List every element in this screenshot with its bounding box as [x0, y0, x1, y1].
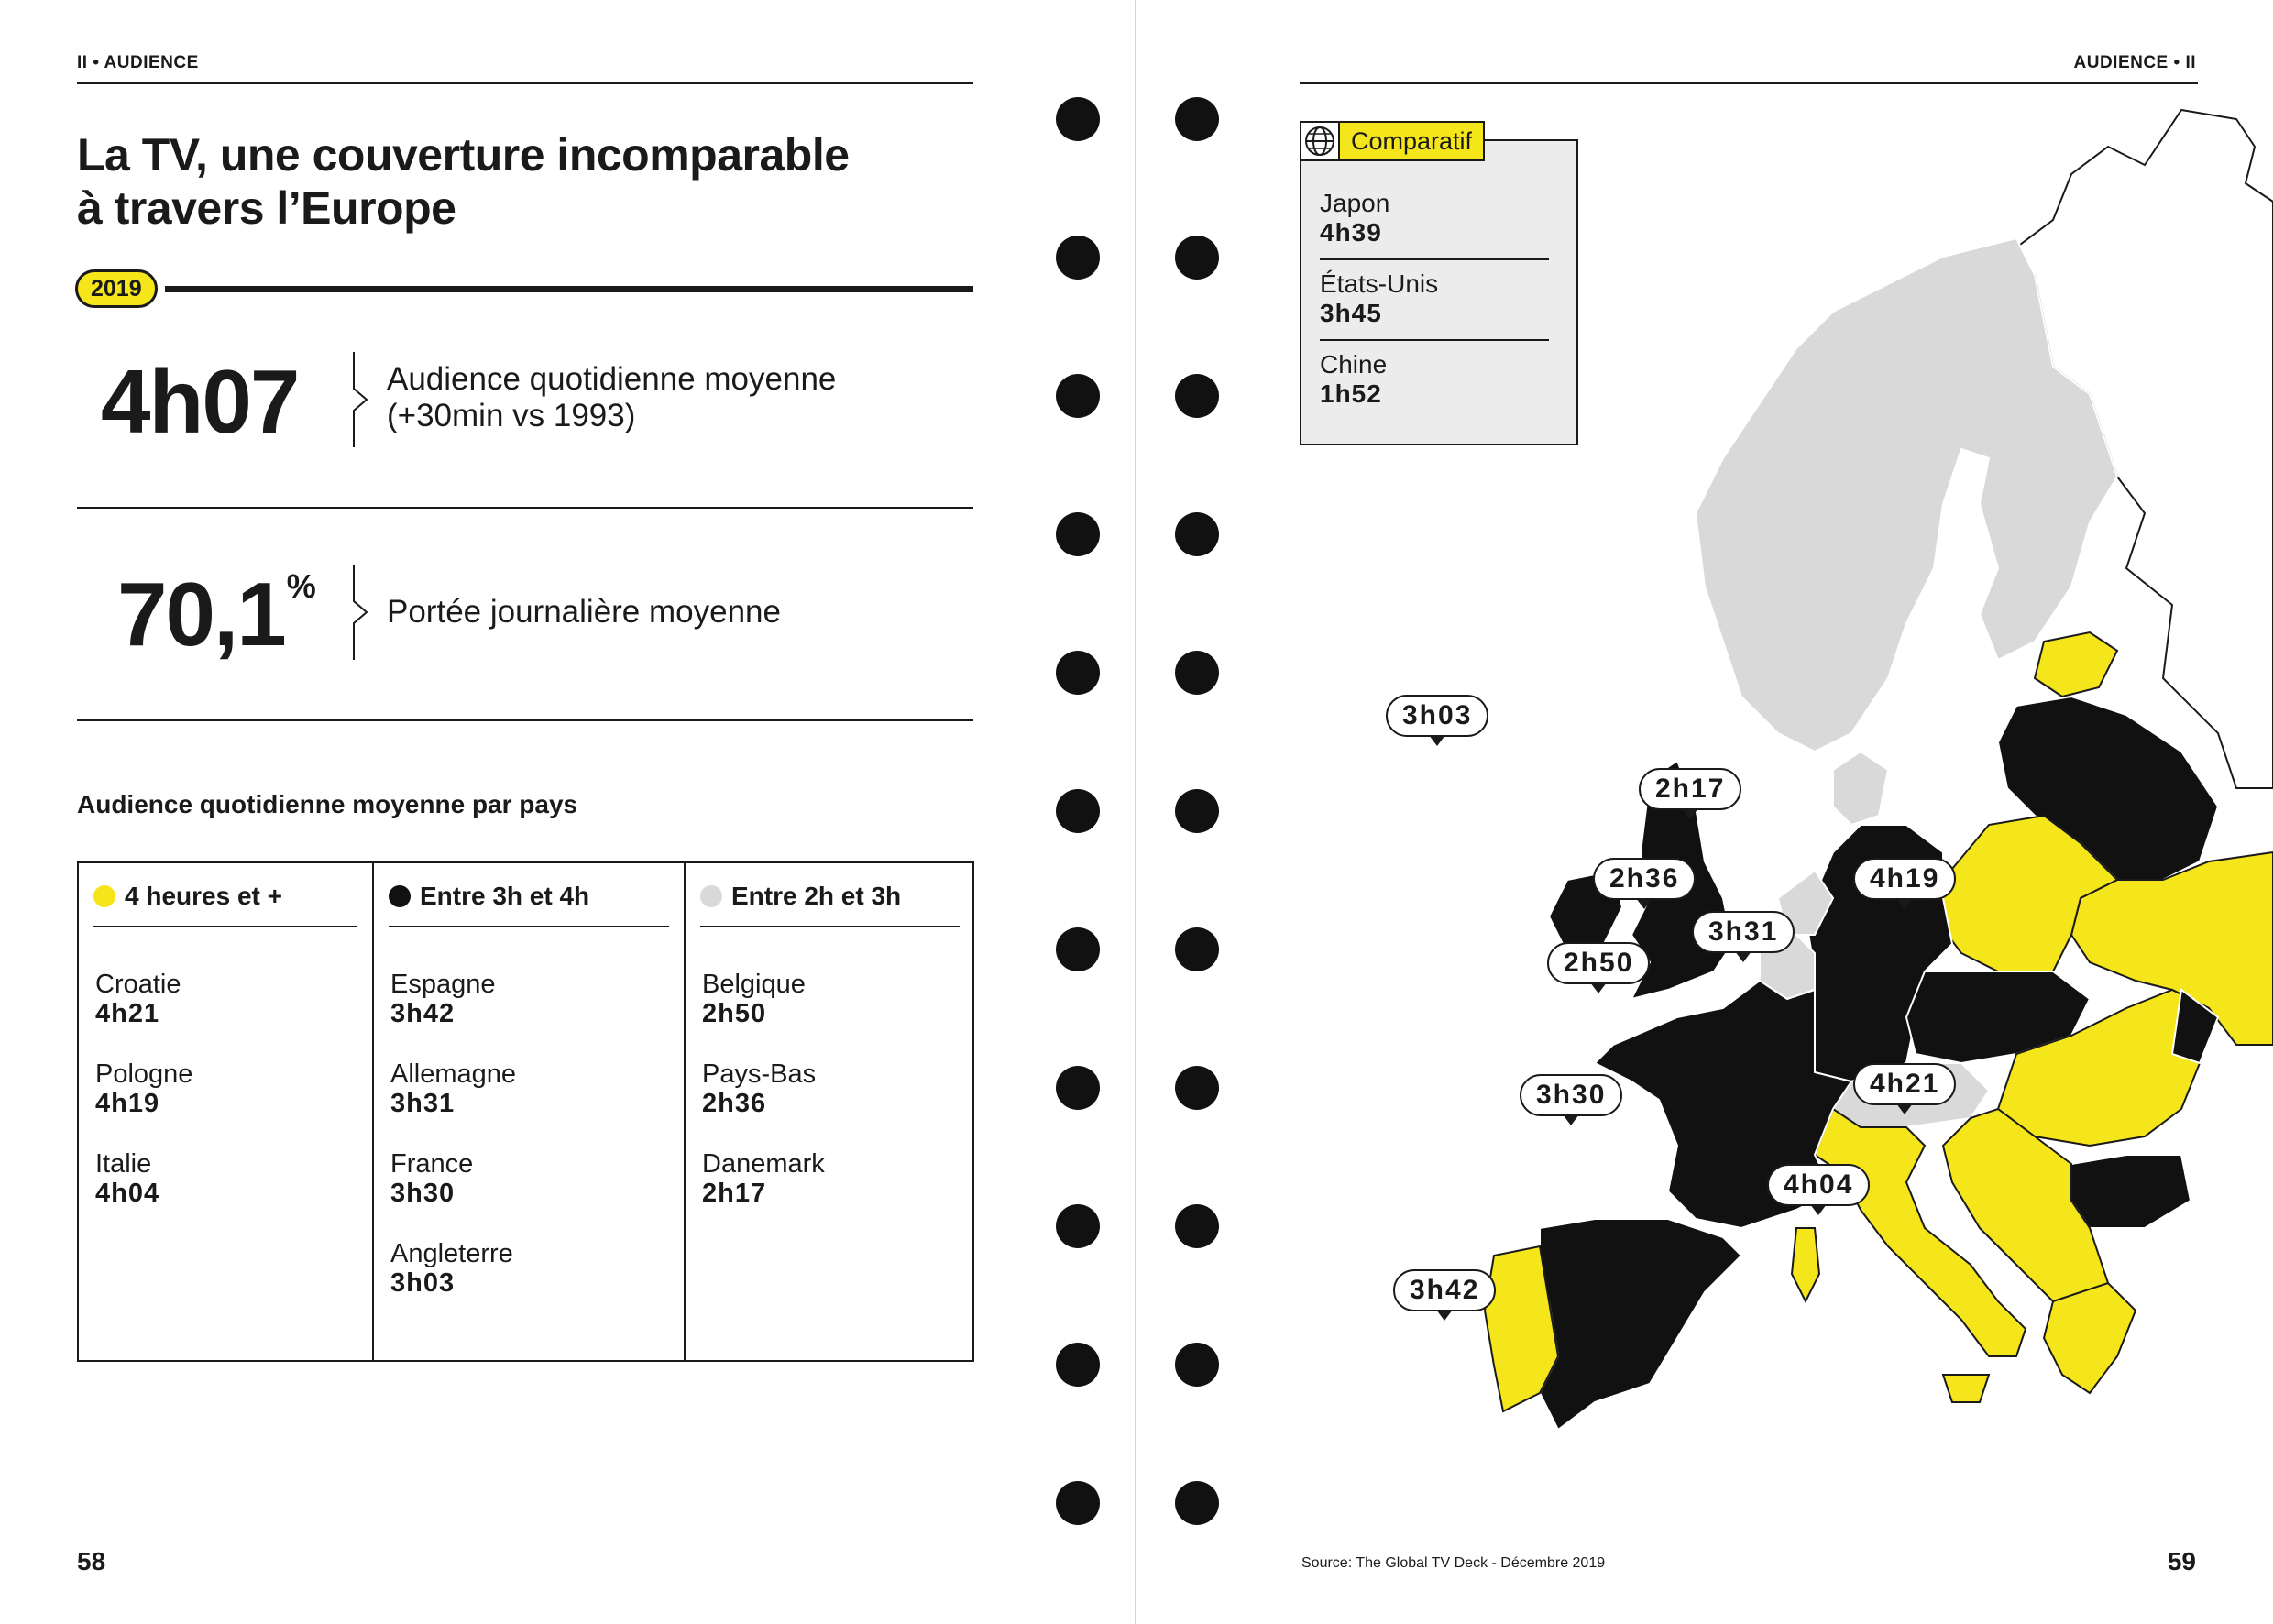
country-value: 4h21 — [95, 999, 160, 1028]
map-country-bulgaria — [2071, 1155, 2191, 1228]
map-callout-denmark: 2h17 — [1639, 768, 1741, 810]
legend-column-3h-4h — [372, 863, 684, 1360]
year-badge: 2019 — [75, 269, 158, 308]
running-head-right: AUDIENCE • II — [2073, 53, 2196, 72]
year-rule — [165, 286, 973, 292]
divider — [77, 719, 973, 721]
comparatif-box — [1300, 139, 1578, 445]
map-country-sardinia — [1792, 1228, 1819, 1301]
grey-dot-icon — [700, 885, 722, 907]
legend-heading-label: Entre 3h et 4h — [420, 882, 590, 910]
map-callout-france: 3h30 — [1520, 1074, 1622, 1116]
page-title — [77, 128, 957, 235]
kpi-daily-audience-label-line1: Audience quotidienne moyenne — [387, 361, 837, 397]
comparatif-country: États-Unis — [1320, 269, 1439, 298]
country-value: 4h04 — [95, 1179, 160, 1208]
kpi-daily-audience-label-line2: (+30min vs 1993) — [387, 398, 636, 433]
binding-hole-icon — [1056, 927, 1100, 971]
country-name: Pologne — [95, 1059, 193, 1089]
binding-hole-icon — [1056, 236, 1100, 280]
kpi-daily-reach-number: 70,1 — [117, 564, 285, 664]
left-page — [0, 0, 1136, 1624]
comparatif-tag — [1300, 121, 1505, 161]
binding-hole-icon — [1056, 97, 1100, 141]
country-name: Croatie — [95, 970, 181, 999]
binding-hole-icon — [1056, 789, 1100, 833]
country-value: 3h42 — [390, 999, 456, 1028]
binding-hole-icon — [1056, 1481, 1100, 1525]
comparatif-value: 1h52 — [1320, 379, 1382, 408]
running-head-left: II • AUDIENCE — [77, 53, 199, 72]
country-name: Angleterre — [390, 1239, 513, 1268]
list-item — [95, 970, 192, 1028]
country-legend-table — [77, 861, 974, 1362]
binding-hole-icon — [1056, 374, 1100, 418]
divider — [77, 507, 973, 509]
map-callout-belgium: 2h50 — [1547, 942, 1650, 984]
comparatif-value: 3h45 — [1320, 299, 1382, 327]
list-item — [390, 970, 516, 1028]
kpi-daily-reach-label: Portée journalière moyenne — [387, 594, 781, 630]
map-country-denmark — [1833, 752, 1888, 825]
map-callout-germany: 3h31 — [1692, 911, 1795, 953]
list-item — [390, 1059, 516, 1118]
country-value: 2h17 — [702, 1179, 767, 1208]
comparatif-list — [1320, 180, 1549, 420]
binding-hole-icon — [1056, 512, 1100, 556]
list-item — [702, 1059, 825, 1118]
country-name: Danemark — [702, 1149, 825, 1179]
binding-hole-icon — [1056, 651, 1100, 695]
list-item — [390, 1149, 516, 1208]
country-name: Pays-Bas — [702, 1059, 817, 1089]
country-value: 2h50 — [702, 999, 767, 1028]
map-country-spain — [1540, 1219, 1741, 1430]
globe-icon — [1300, 121, 1340, 161]
map-callout-croatia: 4h21 — [1853, 1063, 1956, 1105]
country-name: Italie — [95, 1149, 152, 1179]
brace-icon — [352, 565, 370, 660]
title-line-2: à travers l’Europe — [77, 182, 456, 234]
country-value: 3h31 — [390, 1089, 456, 1118]
black-dot-icon — [389, 885, 411, 907]
legend-list — [95, 970, 192, 1239]
legend-heading — [389, 882, 669, 927]
title-line-1: La TV, une couverture incomparable — [77, 129, 850, 181]
kpi-daily-audience-label — [387, 361, 836, 434]
legend-heading-label: 4 heures et + — [125, 882, 282, 910]
map-callout-spain: 3h42 — [1393, 1269, 1496, 1311]
map-country-greece — [2044, 1283, 2136, 1393]
comparatif-value: 4h39 — [1320, 218, 1382, 247]
list-item — [1320, 260, 1549, 341]
comparatif-label: Comparatif — [1340, 121, 1485, 161]
legend-heading-label: Entre 2h et 3h — [731, 882, 902, 910]
country-value: 2h36 — [702, 1089, 767, 1118]
map-country-sicily — [1943, 1375, 1989, 1402]
comparatif-country: Japon — [1320, 189, 1390, 217]
legend-column-4h-plus — [79, 863, 372, 1360]
binding-hole-icon — [1056, 1204, 1100, 1248]
map-callout-italy: 4h04 — [1767, 1164, 1870, 1206]
map-country-baltics-yellow — [2035, 632, 2117, 697]
comparatif-country: Chine — [1320, 350, 1388, 379]
page-number-left: 58 — [77, 1547, 106, 1575]
binding-hole-icon — [1056, 1343, 1100, 1387]
legend-list — [702, 970, 825, 1239]
list-item — [95, 1059, 192, 1118]
list-item — [95, 1149, 192, 1208]
list-item — [702, 1149, 825, 1208]
map-callout-uk: 3h03 — [1386, 695, 1488, 737]
kpi-daily-reach-value — [117, 559, 316, 669]
list-item — [1320, 341, 1549, 420]
list-item — [702, 970, 825, 1028]
kpi-daily-reach-unit: % — [286, 567, 316, 605]
list-item — [390, 1239, 516, 1298]
kpi-daily-audience-value: 4h07 — [101, 351, 299, 452]
map-callout-poland: 4h19 — [1853, 858, 1956, 900]
top-rule-left — [77, 82, 973, 84]
top-rule-right — [1300, 82, 2198, 84]
legend-column-2h-3h — [684, 863, 974, 1360]
page-number-right: 59 — [2167, 1547, 2196, 1575]
country-name: Allemagne — [390, 1059, 517, 1089]
binding-hole-icon — [1056, 1066, 1100, 1110]
map-callout-netherlands: 2h36 — [1593, 858, 1696, 900]
country-value: 3h30 — [390, 1179, 456, 1208]
country-name: Espagne — [390, 970, 496, 999]
section-title: Audience quotidienne moyenne par pays — [77, 790, 578, 818]
legend-heading — [93, 882, 357, 927]
country-name: Belgique — [702, 970, 806, 999]
country-name: France — [390, 1149, 474, 1179]
legend-heading — [700, 882, 960, 927]
legend-list — [390, 970, 516, 1329]
yellow-dot-icon — [93, 885, 115, 907]
brace-icon — [352, 352, 370, 447]
source-note: Source: The Global TV Deck - Décembre 2019 — [1301, 1555, 1606, 1571]
country-value: 3h03 — [390, 1268, 456, 1298]
list-item — [1320, 180, 1549, 260]
country-value: 4h19 — [95, 1089, 160, 1118]
